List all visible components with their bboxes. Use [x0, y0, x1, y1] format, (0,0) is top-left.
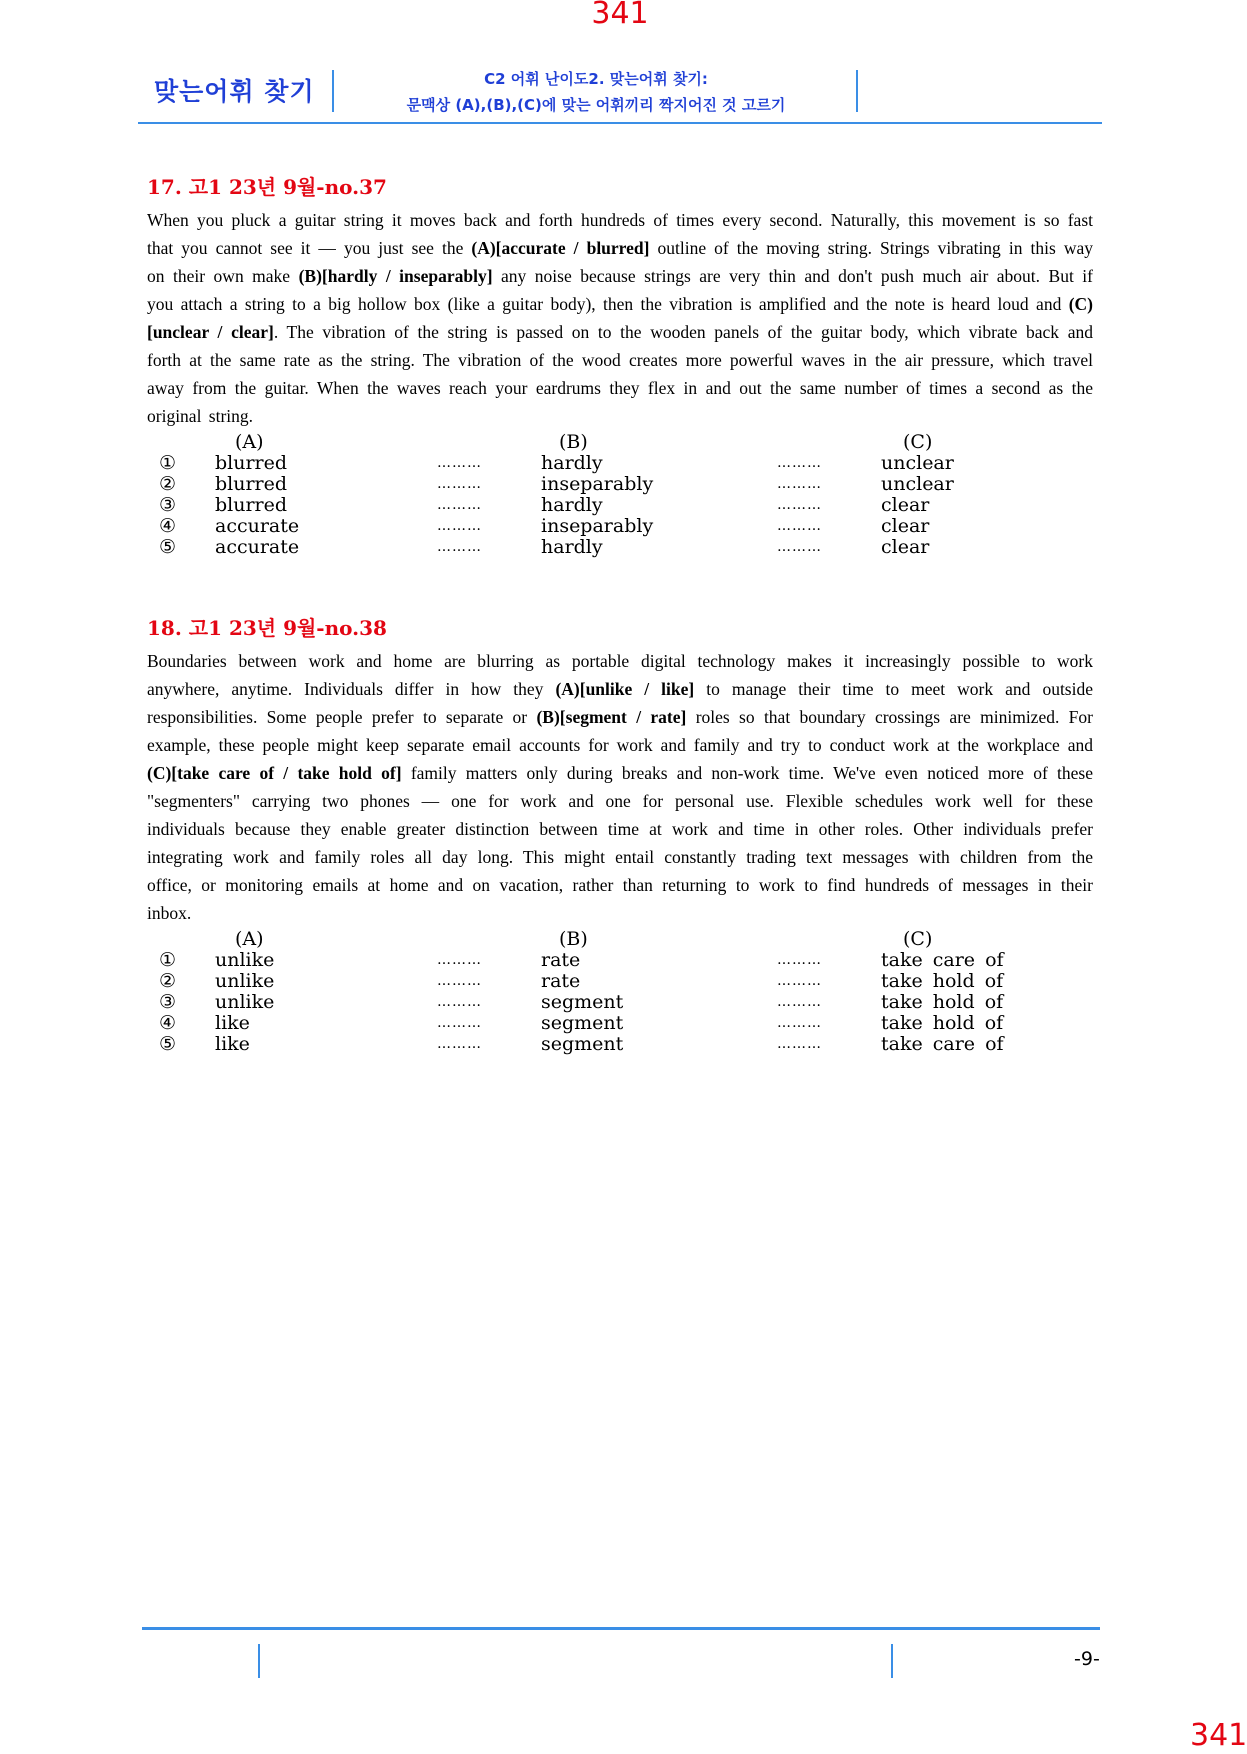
option-c: unclear [881, 473, 954, 495]
option-column-headers [147, 929, 1093, 950]
option-leader-dots: ……… [437, 518, 482, 534]
column-label: (B) [559, 928, 588, 950]
option-leader-dots: ……… [777, 1036, 822, 1052]
answer-options [147, 432, 1093, 558]
option-leader-dots: ……… [777, 497, 822, 513]
option-leader-dots: ……… [437, 1036, 482, 1052]
column-label: (C) [903, 928, 933, 950]
option-b: hardly [541, 536, 603, 558]
option-leader-dots: ……… [777, 994, 822, 1010]
option-a: blurred [215, 452, 288, 474]
question-17 [147, 171, 1093, 558]
answer-option[interactable] [147, 1013, 1093, 1034]
passage-text: When you pluck a guitar string it moves back and forth hundreds of times every second. Naturally, this movement is so fast that you cannot see it — you just see the [147, 210, 1093, 258]
option-number: ③ [159, 494, 177, 516]
passage-text: . The vibration of the string is passed on to the wooden panels of the guitar body, which vibrate back and forth at the same rate as the string. The vibration of the wood creates more powerful waves in the air pressure, which travel away from the guitar. When the waves reach your eardrums they flex in and out the same number of times a second as the original string. [147, 322, 1093, 426]
header-rule [138, 122, 1102, 124]
option-leader-dots: ……… [777, 952, 822, 968]
option-a: blurred [215, 473, 288, 495]
footer-rule [142, 1627, 1100, 1630]
header-divider-right [856, 70, 858, 112]
option-b: rate [541, 970, 581, 992]
passage-text: any noise because strings are very thin and don't push much air about. But if you attach a string to a big hollow box (like a guitar body), then the vibration is amplified and the note is heard loud and [147, 266, 1093, 314]
option-a: unlike [215, 991, 275, 1013]
column-label: (A) [235, 431, 264, 453]
option-c: take hold of [881, 991, 1004, 1013]
option-number: ③ [159, 991, 177, 1013]
question-passage [147, 206, 1093, 430]
option-number: ⑤ [159, 536, 177, 558]
option-b: hardly [541, 452, 603, 474]
blank-choice: (B)[hardly / inseparably] [298, 266, 493, 286]
option-leader-dots: ……… [437, 455, 482, 471]
question-title: 17. 고1 23년 9월-no.37 [147, 175, 387, 199]
footer-divider-left [258, 1644, 260, 1678]
column-label: (B) [559, 431, 588, 453]
option-leader-dots: ……… [777, 518, 822, 534]
option-b: segment [541, 1012, 624, 1034]
column-label: (C) [903, 431, 933, 453]
option-b: hardly [541, 494, 603, 516]
option-number: ⑤ [159, 1033, 177, 1055]
header-title: 맞는어휘 찾기 [154, 77, 315, 106]
option-leader-dots: ……… [437, 539, 482, 555]
blank-choice: (A)[accurate / blurred] [471, 238, 650, 258]
answer-option[interactable] [147, 1034, 1093, 1055]
option-leader-dots: ……… [777, 476, 822, 492]
option-number: ④ [159, 515, 177, 537]
passage-text: roles so that boundary crossings are minimized. For example, these people might keep separate email accounts for work and family and try to conduct work at the workplace and [147, 707, 1093, 755]
option-a: unlike [215, 949, 275, 971]
header-divider [332, 70, 334, 112]
option-b: inseparably [541, 515, 654, 537]
column-label: (A) [235, 928, 264, 950]
option-a: like [215, 1012, 250, 1034]
answer-option[interactable] [147, 992, 1093, 1013]
blank-choice: (B)[segment / rate] [536, 707, 687, 727]
question-title: 18. 고1 23년 9월-no.38 [147, 616, 387, 640]
option-leader-dots: ……… [437, 973, 482, 989]
header-subtitle-line1: C2 어휘 난이도2. 맞는어휘 찾기: [484, 70, 708, 88]
option-b: segment [541, 1033, 624, 1055]
option-leader-dots: ……… [437, 1015, 482, 1031]
header-subtitle [346, 66, 846, 118]
option-c: take hold of [881, 1012, 1004, 1034]
page-number-top: 341 [591, 0, 649, 31]
blank-choice: (C)[take care of / take hold of] [147, 763, 402, 783]
answer-option[interactable] [147, 474, 1093, 495]
blank-choice: (A)[unlike / like] [555, 679, 695, 699]
option-leader-dots: ……… [777, 973, 822, 989]
answer-option[interactable] [147, 516, 1093, 537]
passage-text: outline of the moving string. Strings vibrating in this way on their own make [147, 238, 1093, 286]
option-leader-dots: ……… [777, 455, 822, 471]
option-leader-dots: ……… [437, 497, 482, 513]
answer-option[interactable] [147, 971, 1093, 992]
footer-page-label: -9- [1074, 1648, 1100, 1670]
option-a: accurate [215, 515, 300, 537]
question-passage [147, 647, 1093, 927]
option-leader-dots: ……… [437, 952, 482, 968]
option-leader-dots: ……… [437, 476, 482, 492]
option-leader-dots: ……… [777, 539, 822, 555]
option-a: like [215, 1033, 250, 1055]
option-c: clear [881, 515, 930, 537]
blank-choice: (C)[unclear / clear] [147, 294, 1093, 342]
option-number: ④ [159, 1012, 177, 1034]
answer-option[interactable] [147, 453, 1093, 474]
option-c: clear [881, 536, 930, 558]
answer-option[interactable] [147, 495, 1093, 516]
passage-text: family matters only during breaks and non-work time. We've even noticed more of these "segmenters" carrying two phones — one for work and one for personal use. Flexible schedules work well for these individuals because they enable greater distinction between time at work and time in other roles. Other individuals prefer integrating work and family roles all day long. This might entail constantly trading text messages with children from the office, or monitoring emails at home and on vacation, rather than returning to work to find hundreds of messages in their inbox. [147, 763, 1094, 923]
passage-text: to manage their time to meet work and outside responsibilities. Some people prefer to separate or [147, 679, 1093, 727]
answer-options [147, 929, 1093, 1055]
option-b: rate [541, 949, 581, 971]
option-a: blurred [215, 494, 288, 516]
option-c: take care of [881, 949, 1004, 971]
option-a: unlike [215, 970, 275, 992]
header-subtitle-line2: 문맥상 (A),(B),(C)에 맞는 어휘끼리 짝지어진 것 고르기 [406, 96, 786, 114]
option-b: segment [541, 991, 624, 1013]
page-number-bottom: 341 [1190, 1718, 1247, 1753]
answer-option[interactable] [147, 537, 1093, 558]
option-column-headers [147, 432, 1093, 453]
option-c: take care of [881, 1033, 1004, 1055]
option-c: clear [881, 494, 930, 516]
passage-text: Boundaries between work and home are blurring as portable digital technology makes it increasingly possible to work anywhere, anytime. Individuals differ in how they [147, 651, 1093, 699]
option-number: ① [159, 949, 177, 971]
question-18 [147, 612, 1093, 1055]
option-leader-dots: ……… [777, 1015, 822, 1031]
option-number: ② [159, 473, 177, 495]
option-c: take hold of [881, 970, 1004, 992]
option-number: ① [159, 452, 177, 474]
footer-divider-right [891, 1644, 893, 1678]
worksheet-header [138, 66, 1102, 124]
option-number: ② [159, 970, 177, 992]
answer-option[interactable] [147, 950, 1093, 971]
option-b: inseparably [541, 473, 654, 495]
option-c: unclear [881, 452, 954, 474]
option-leader-dots: ……… [437, 994, 482, 1010]
option-a: accurate [215, 536, 300, 558]
